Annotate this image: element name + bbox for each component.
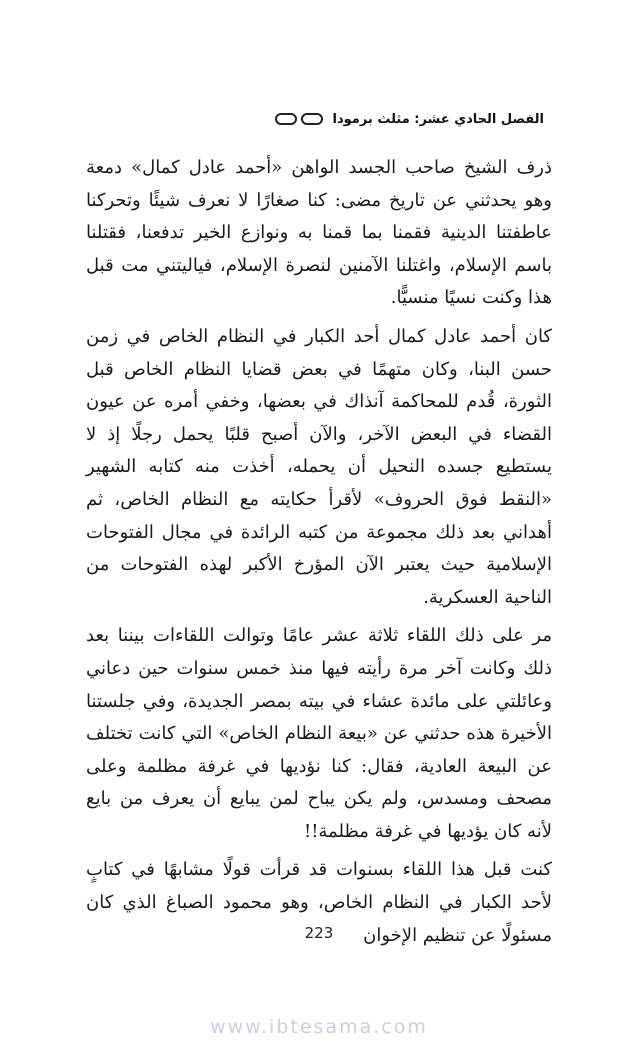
paragraph: كنت قبل هذا اللقاء بسنوات قد قرأت قولًا مشابهًا في كتابٍ لأحد الكبار في النظام الخاص، وهو محمود الصباغ الذي كان مسئولًا عن تنظيم الإخوان — [86, 859, 552, 946]
paragraph: مر على ذلك اللقاء ثلاثة عشر عامًا وتوالت اللقاءات بيننا بعد ذلك وكانت آخر مرة رأيته فيها منذ خمس سنوات حين دعاني وعائلتي على مائدة عشاء في بيته بمصر الجديدة، وفي جلستنا الأخيرة هذه حدثني عن «بيعة النظام الخاص» التي كانت تختلف عن البيعة العادية، فقال: كنا نؤديها في غرفة مظلمة وعلى مصحف ومسدس، ولم يكن يباح لمن يبايع أن يعرف من بايع لأنه كان يؤديها في غرفة مظلمة!! — [86, 625, 552, 842]
body-text — [86, 152, 552, 952]
ornament-box — [301, 113, 323, 125]
paragraph: ذرف الشيخ صاحب الجسد الواهن «أحمد عادل كمال» دمعة وهو يحدثني عن تاريخ مضى: كنا صغارًا لا نعرف شيئًا وتحركنا عاطفتنا الدينية فقمنا بما قمنا به ونوازع الخير تدفعنا، فقتلنا باسم الإسلام، واغتلنا الآمنين لنصرة الإسلام، فياليتني مت قبل هذا وكنت نسيًا منسيًّا. — [86, 157, 552, 309]
paragraph: كان أحمد عادل كمال أحد الكبار في النظام الخاص في زمن حسن البنا، وكان متهمًا في بعض قضايا النظام الخاص قبل الثورة، قُدم للمحاكمة آنذاك في بعضها، وخفي أمره عن عيون القضاء في البعض الآخر، والآن أصبح قلبًا يحمل رجلًا إذ لا يستطيع جسده النحيل أن يحمله، أخذت منه كتابه الشهير «النقط فوق الحروف» لأقرأ حكايته مع النظام الخاص، ثم أهداني بعد ذلك مجموعة من كتبه الرائدة في مجال الفتوحات الإسلامية حيث يعتبر الآن المؤرخ الأكبر لهذه الفتوحات من الناحية العسكرية. — [86, 325, 552, 608]
running-header — [96, 108, 544, 130]
chapter-title: الفصل الحادي عشر: مثلث برمودا — [332, 111, 544, 127]
ornament-box — [275, 113, 297, 125]
header-ornament — [275, 113, 323, 125]
page-number: 223 — [304, 924, 334, 942]
watermark-text: www.ibtesama.com — [210, 1016, 428, 1038]
